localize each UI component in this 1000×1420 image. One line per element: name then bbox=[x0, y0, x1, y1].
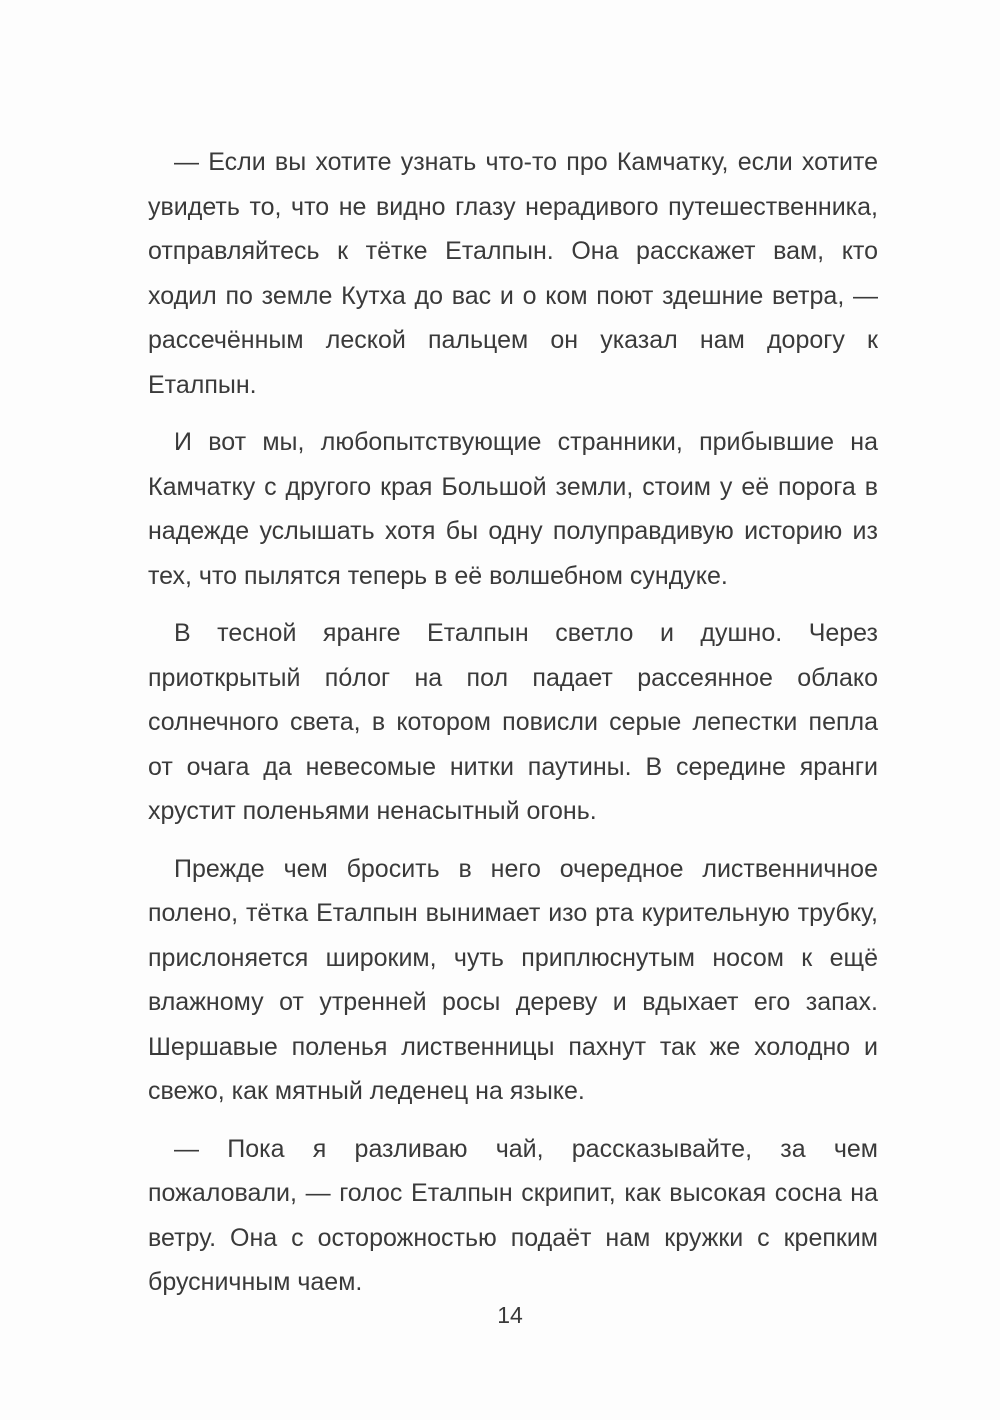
body-text bbox=[148, 140, 878, 1318]
paragraph-1: — Если вы хотите узнать что-то про Камчатку, если хотите увидеть то, что не видно глазу нерадивого путешественника, отправляйтесь к тётке Еталпын. Она расскажет вам, кто ходил по земле Кутха до вас и о ком поют здешние ветра, — рассечённым леской пальцем он указал нам дорогу к Еталпын. bbox=[148, 148, 878, 399]
paragraph-5: — Пока я разливаю чай, рассказывайте, за чем пожаловали, — голос Еталпын скрипит, как высокая сосна на ветру. Она с осторожностью подаёт нам кружки с крепким брусничным чаем. bbox=[148, 1134, 878, 1296]
paragraph-4: Прежде чем бросить в него очередное лиственничное полено, тётка Еталпын вынимает изо рта курительную трубку, прислоняется широким, чуть приплюснутым носом к ещё влажному от утренней росы дереву и вдыхает его запах. Шершавые поленья лиственницы пахнут так же холодно и свежо, как мятный леденец на языке. bbox=[148, 854, 878, 1105]
paragraph-3: В тесной яранге Еталпын светло и душно. Через приоткрытый по́лог на пол падает рассеянное облако солнечного света, в котором повисли серые лепестки пепла от очага да невесомые нитки паутины. В середине яранги хрустит поленьями ненасытный огонь. bbox=[148, 619, 878, 825]
paragraph-2: И вот мы, любопытствующие странники, прибывшие на Камчатку с другого края Большой земли, стоим у её порога в надежде услышать хотя бы одну полуправдивую историю из тех, что пылятся теперь в её волшебном сундуке. bbox=[148, 428, 878, 590]
page-number: 14 bbox=[497, 1302, 523, 1328]
